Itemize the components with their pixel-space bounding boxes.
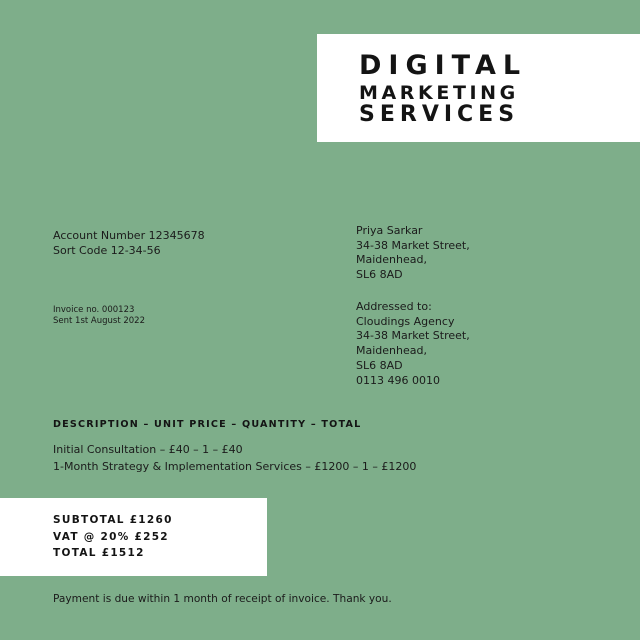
- company-title-box: [317, 34, 640, 142]
- sender-address: [356, 224, 470, 282]
- totals: [53, 512, 173, 562]
- company-title-line-2: MARKETING: [359, 82, 519, 104]
- totals-box: [0, 498, 267, 576]
- account-number: Account Number 12345678: [53, 229, 205, 242]
- sender-name: Priya Sarkar: [356, 224, 423, 237]
- sort-code: Sort Code 12-34-56: [53, 244, 161, 257]
- recipient-phone: 0113 496 0010: [356, 373, 440, 387]
- grand-total: TOTAL £1512: [53, 547, 145, 559]
- sender-street: 34-38 Market Street,: [356, 238, 470, 252]
- line-item: Initial Consultation – £40 – 1 – £40: [53, 443, 243, 456]
- vat: VAT @ 20% £252: [53, 530, 169, 543]
- recipient-postcode: SL6 8AD: [356, 358, 403, 372]
- recipient-label: Addressed to:: [356, 300, 432, 313]
- bank-details: [53, 228, 205, 258]
- recipient-town: Maidenhead,: [356, 344, 427, 358]
- invoice-sent-date: Sent 1st August 2022: [53, 316, 145, 326]
- subtotal: SUBTOTAL £1260: [53, 514, 173, 526]
- payment-note: Payment is due within 1 month of receipt of invoice. Thank you.: [53, 593, 392, 605]
- company-title-line-3: SERVICES: [359, 102, 520, 127]
- recipient-address: [356, 300, 470, 388]
- recipient-street: 34-38 Market Street,: [356, 329, 470, 343]
- recipient-company: Cloudings Agency: [356, 314, 455, 328]
- line-item: 1-Month Strategy & Implementation Services – £1200 – 1 – £1200: [53, 459, 417, 473]
- sender-postcode: SL6 8AD: [356, 267, 403, 281]
- sender-town: Maidenhead,: [356, 253, 427, 266]
- invoice-number: Invoice no. 000123: [53, 305, 135, 315]
- invoice-meta: [53, 305, 145, 327]
- company-title-line-1: DIGITAL: [359, 50, 528, 81]
- line-items-header: DESCRIPTION – UNIT PRICE – QUANTITY – TOTAL: [53, 419, 362, 430]
- line-items: [53, 442, 416, 475]
